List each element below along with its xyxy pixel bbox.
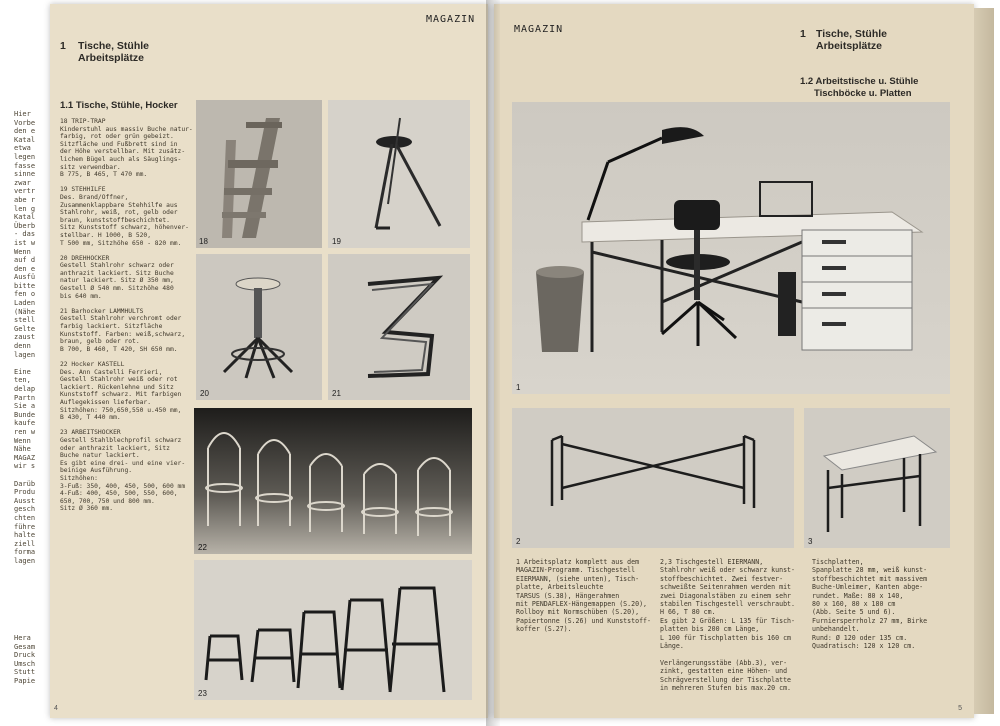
photo-1-arbeitsplatz — [512, 102, 950, 394]
figure-number-19: 19 — [332, 237, 341, 246]
figure-number-22: 22 — [198, 543, 207, 552]
right-subsection-2: Tischböcke u. Platten — [814, 88, 912, 99]
photo-23-arbeitshocker — [194, 560, 472, 700]
photo-19-stehhilfe — [328, 100, 470, 248]
photo-20-drehhocker — [196, 254, 322, 400]
right-page-stack-shadow — [974, 8, 994, 714]
photo-2-tischgestell — [512, 408, 794, 548]
right-page — [494, 4, 974, 718]
right-header-number: 1 — [800, 28, 806, 40]
left-product-text: 18 TRIP-TRAP Kinderstuhl aus massiv Buche natur- farbig, rot oder grün gebeizt. Sitzfläche und Fußbrett sind in der Höhe verstellbar. Mit zusätz- lichem Bügel auch als Säuglings- sitz verwendbar. B 775, B 465, T 470 mm. 19 STEHHILFE Des. Brand/Offner, Zusammenklappbare Stehhilfe aus Stahlrohr, weiß, rot, gelb oder braun, kunststoffbeschichtet. Sitz Kunststoff schwarz, höhenver- stellbar. H 1000, B 520, T 500 mm, Sitzhöhe 650 - 820 mm. 20 DREHHOCKER Gestell Stahlrohr schwarz oder anthrazit lackiert. Sitz Buche natur lackiert. Sitz Ø 350 mm, Gestell Ø 540 mm. Sitzhöhe 480 bis 640 mm. 21 Barhocker LAMMHULTS Gestell Stahlrohr verchromt oder farbig lackiert. Sitzfläche Kunststoff. Farben: weiß,schwarz, braun, gelb oder rot. B 700, B 460, T 420, SH 650 mm. 22 Hocker KASTELL Des. Ann Castelli Ferrieri, Gestell Stahlrohr weiß oder rot lackiert. Rückenlehne und Sitz Kunststoff schwarz. Mit farbigen Auflegekissen lieferbar. Sitzhöhen: 750,650,550 u.450 mm, B 430, T 440 mm. 23 ARBEITSHOCKER Gestell Stahlblechprofil schwarz oder anthrazit lackiert, Sitz Buche natur lackiert. Es gibt eine drei- und eine vier- beinige Ausführung. Sitzhöhen: 3-Fuß: 350, 400, 450, 500, 600 mm 4-Fuß: 400, 450, 500, 550, 600, 650, 700, 750 und 800 mm. Sitz Ø 360 mm. — [60, 118, 193, 513]
photo-21-barhocker — [328, 254, 470, 400]
caption-figure-1: 1 Arbeitsplatz komplett aus dem MAGAZIN-Programm. Tischgestell EIERMANN, (siehe unten), Tisch- platte, Arbeitsleuchte TARSUS (S.38), Hängerahmen mit PENDAFLEX-Hängemappen (S.20), Rollboy mit Normschüben (S.20), Papiertonne (S.26) und Kunststoff- koffer (S.27). — [516, 558, 651, 634]
underlying-page-text: Hier Vorbe den e Katal etwa legen fasse sinne zwar vertr abe r len g Katal Überb - das ist w Wenn auf d den e Ausfü bitte fen o Laden (Nähe stell Gelte zaust denn lagen Eine ten, delap Partn Sie a Bunde kaufe ren w Wenn Nähe MAGAZ wir s Darüb Produ Ausst gesch chten führe halte ziell forma lagen — [14, 110, 36, 565]
book-gutter-shadow — [486, 0, 500, 726]
photo-18-trip-trap-chair — [196, 100, 322, 248]
figure-number-3: 3 — [808, 537, 813, 546]
right-subsection-1: 1.2 Arbeitstische u. Stühle — [800, 76, 919, 87]
left-page-number: 4 — [54, 705, 58, 712]
left-header-title-2: Arbeitsplätze — [78, 52, 144, 64]
caption-figures-2-3: 2,3 Tischgestell EIERMANN, Stahlrohr weiß oder schwarz kunst- stoffbeschichtet. Zwei festver- schweißte Seitenrahmen werden mit zwei Diagonalstäben zu einem sehr stabilen Tischgestell verschraubt. H 66, T 80 cm. Es gibt 2 Größen: L 135 für Tisch- platten bis 200 cm Länge, L 100 für Tischplatten bis 160 cm Länge. Verlängerungsstäbe (Abb.3), ver- zinkt, gestatten eine Höhen- und Schrägverstellung der Tischplatte in mehreren Stufen bis max.20 cm. — [660, 558, 795, 693]
photo-22-hocker-kastell — [194, 408, 472, 554]
right-header-title-1: Tische, Stühle — [816, 28, 887, 40]
figure-number-20: 20 — [200, 389, 209, 398]
left-subsection-title: 1.1 Tische, Stühle, Hocker — [60, 100, 178, 111]
figure-number-18: 18 — [199, 237, 208, 246]
figure-number-1: 1 — [516, 383, 521, 392]
left-header-number: 1 — [60, 40, 66, 52]
left-header-title-1: Tische, Stühle — [78, 40, 149, 52]
figure-number-21: 21 — [332, 389, 341, 398]
left-magazin-label: MAGAZIN — [426, 14, 476, 25]
left-page — [50, 4, 488, 718]
figure-number-23: 23 — [198, 689, 207, 698]
figure-number-2: 2 — [516, 537, 521, 546]
underlying-page-footer: Hera Gesam Druck Umsch Stutt Papie — [14, 634, 36, 685]
right-page-number: 5 — [958, 705, 962, 712]
right-header-title-2: Arbeitsplätze — [816, 40, 882, 52]
photo-3-verlaengerungsstaebe — [804, 408, 950, 548]
caption-tischplatten: Tischplatten, Spanplatte 28 mm, weiß kunst- stoffbeschichtet mit massivem Buche-Umleimer, Kanten abge- rundet. Maße: 80 x 140, 80 x 160, 80 x 180 cm (Abb. Seite 5 und 6). Furniersperrholz 27 mm, Birke unbehandelt. Rund: Ø 120 oder 135 cm. Quadratisch: 120 x 120 cm. — [812, 558, 928, 651]
right-magazin-label: MAGAZIN — [514, 24, 564, 35]
